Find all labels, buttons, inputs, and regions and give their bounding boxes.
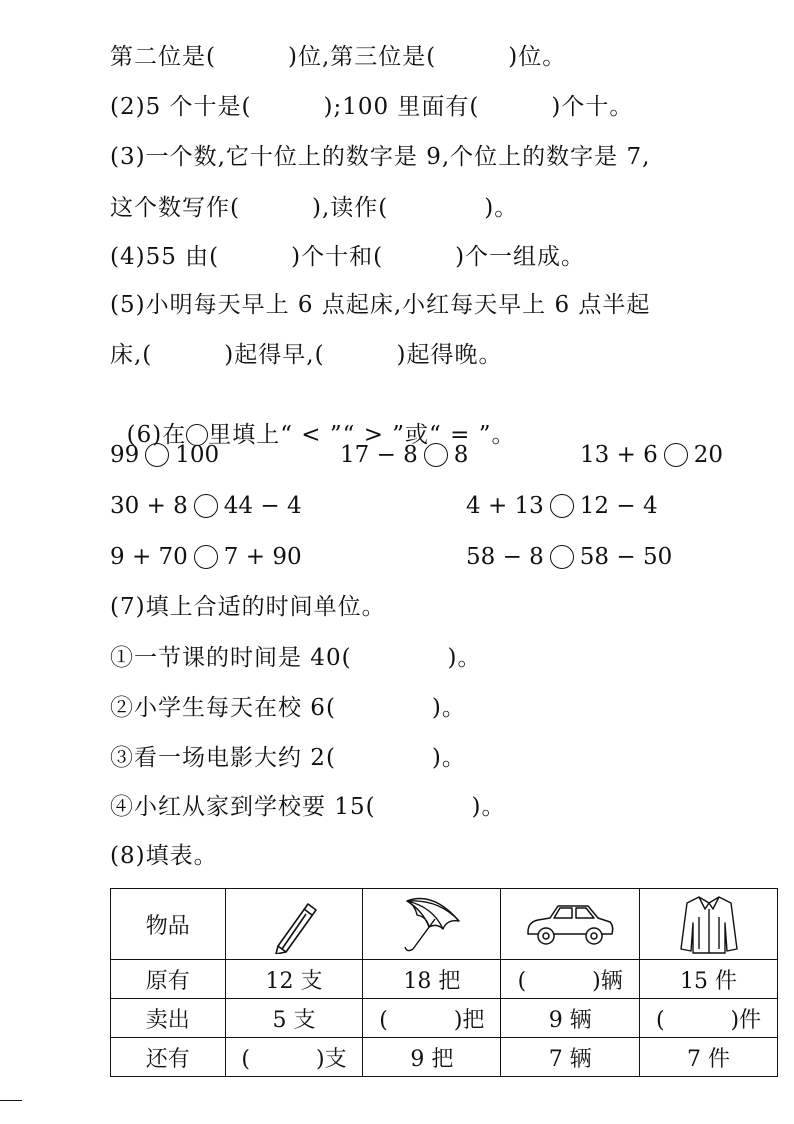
shirt-icon: [679, 893, 739, 955]
table-cell-blank[interactable]: ( )件: [640, 999, 778, 1038]
table-cell: 9 辆: [501, 999, 640, 1038]
question-7-item-1: ①一节课的时间是 40( )。: [110, 645, 482, 671]
row-label: 原有: [111, 960, 226, 999]
text-line-1: 第二位是( )位,第三位是( )位。: [110, 44, 567, 70]
comparison-item: [110, 440, 219, 470]
row-label: 还有: [111, 1038, 226, 1077]
comparison-right: 7 + 90: [223, 544, 302, 570]
comparison-circle[interactable]: [194, 545, 218, 569]
comparison-left: 17 − 8: [340, 442, 418, 468]
comparison-item: [580, 440, 723, 470]
question-2: (2)5 个十是( );100 里面有( )个十。: [110, 94, 634, 120]
comparison-left: 13 + 6: [580, 442, 658, 468]
question-7-item-4: ④小红从家到学校要 15( )。: [110, 794, 506, 820]
table-cell: 5 支: [225, 999, 363, 1038]
umbrella-cell: [363, 889, 501, 960]
table-cell: 15 件: [640, 960, 778, 999]
question-5-cont: 床,( )起得早,( )起得晚。: [110, 342, 503, 368]
question-6-suffix: 里填上“ < ”“ > ”或“ = ”。: [208, 422, 516, 448]
table-header-label: 物品: [111, 889, 226, 960]
comparison-circle[interactable]: [664, 443, 688, 467]
comparison-item: [340, 440, 468, 470]
table-cell-blank[interactable]: ( )把: [363, 999, 501, 1038]
comparison-left: 58 − 8: [466, 544, 544, 570]
comparison-right: 20: [693, 442, 724, 468]
comparison-item: [466, 542, 672, 572]
table-row: [111, 960, 778, 999]
comparison-right: 12 − 4: [579, 493, 658, 519]
comparison-right: 100: [175, 442, 220, 468]
table-header-row: [111, 889, 778, 960]
question-5: (5)小明每天早上 6 点起床,小红每天早上 6 点半起: [110, 292, 651, 318]
comparison-right: 44 − 4: [223, 493, 302, 519]
table-row: [111, 999, 778, 1038]
question-8: (8)填表。: [110, 843, 218, 869]
comparison-left: 99: [110, 442, 140, 468]
question-7-item-3: ③看一场电影大约 2( )。: [110, 745, 466, 771]
table-cell: 9 把: [363, 1038, 501, 1077]
comparison-circle[interactable]: [550, 494, 574, 518]
table-cell-blank[interactable]: ( )辆: [501, 960, 640, 999]
pencil-icon: [264, 894, 324, 954]
comparison-item: [110, 542, 302, 572]
question-6-prefix: (6)在: [126, 422, 187, 448]
table-cell-blank[interactable]: ( )支: [225, 1038, 363, 1077]
car-icon: [522, 900, 618, 948]
question-3: (3)一个数,它十位上的数字是 9,个位上的数字是 7,: [110, 144, 651, 170]
table-cell: 18 把: [363, 960, 501, 999]
umbrella-icon: [399, 893, 465, 955]
fill-table: [110, 888, 778, 1077]
comparison-left: 30 + 8: [110, 493, 188, 519]
car-cell: [501, 889, 640, 960]
comparison-circle[interactable]: [145, 443, 169, 467]
table-cell: 7 件: [640, 1038, 778, 1077]
comparison-circle[interactable]: [194, 494, 218, 518]
question-3-cont: 这个数写作( ),读作( )。: [110, 195, 519, 221]
pencil-cell: [225, 889, 363, 960]
question-7: (7)填上合适的时间单位。: [110, 594, 386, 620]
table-row: [111, 1038, 778, 1077]
comparison-item: [110, 491, 302, 521]
comparison-right: 58 − 50: [579, 544, 673, 570]
comparison-item: [466, 491, 658, 521]
comparison-left: 4 + 13: [466, 493, 544, 519]
page-edge-dash: [0, 1100, 22, 1101]
shirt-cell: [640, 889, 778, 960]
table-cell: 12 支: [225, 960, 363, 999]
question-4: (4)55 由( )个十和( )个一组成。: [110, 244, 586, 270]
question-7-item-2: ②小学生每天在校 6( )。: [110, 695, 466, 721]
comparison-right: 8: [453, 442, 469, 468]
comparison-circle[interactable]: [424, 443, 448, 467]
comparison-left: 9 + 70: [110, 544, 188, 570]
row-label: 卖出: [111, 999, 226, 1038]
comparison-circle[interactable]: [550, 545, 574, 569]
table-cell: 7 辆: [501, 1038, 640, 1077]
